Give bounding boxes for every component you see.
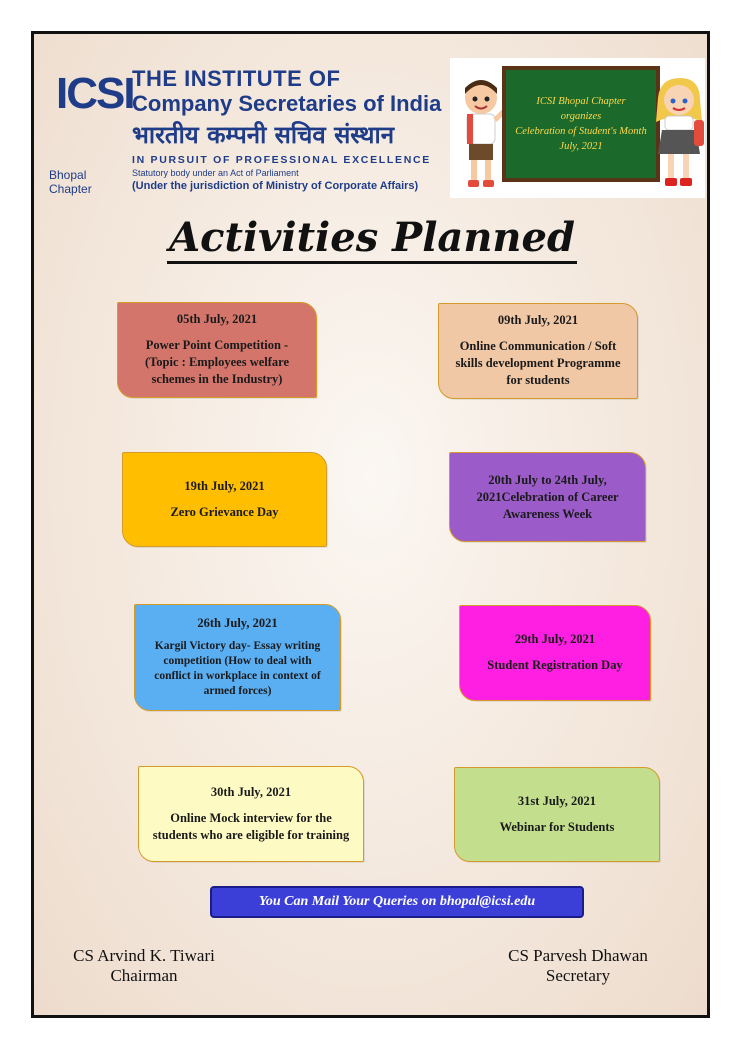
banner-line2: organizes	[560, 111, 602, 122]
institute-name-line2: Company Secretaries of India	[132, 91, 442, 116]
activity-description: 20th July to 24th July, 2021Celebration of Career Awareness Week	[476, 472, 619, 521]
activity-date: 09th July, 2021	[497, 313, 579, 327]
page-title	[0, 214, 744, 261]
activity-card	[449, 452, 646, 542]
activity-card	[454, 767, 660, 862]
signatory-chairman	[64, 946, 224, 986]
activity-description: Power Point Competition - (Topic : Employees welfare schemes in the Industry)	[144, 338, 290, 386]
banner-line4: July, 2021	[559, 141, 603, 152]
statutory-text: Statutory body under an Act of Parliament	[132, 168, 299, 178]
girl-illustration-icon	[650, 76, 705, 194]
activity-date: 26th July, 2021	[197, 616, 278, 630]
students-month-banner	[450, 58, 705, 198]
activity-description: Zero Grievance Day	[170, 504, 279, 519]
chapter-label	[49, 168, 92, 196]
activity-date: 19th July, 2021	[184, 478, 265, 493]
chapter-line2: Chapter	[49, 182, 92, 196]
signatory-role: Secretary	[545, 966, 611, 985]
signatory-name: CS Arvind K. Tiwari	[73, 946, 215, 965]
logo-text: ICSI	[56, 69, 134, 118]
signatory-secretary	[496, 946, 660, 986]
activity-description: Student Registration Day	[487, 658, 623, 672]
activity-card	[134, 604, 341, 711]
banner-line3: Celebration of Student's Month	[515, 126, 647, 137]
jurisdiction-text: (Under the jurisdiction of Ministry of Corporate Affairs)	[132, 180, 419, 192]
banner-line1: ICSI Bhopal Chapter	[536, 96, 626, 107]
mail-queries-banner[interactable]	[210, 886, 584, 918]
activity-card	[117, 302, 317, 398]
signatory-name: CS Parvesh Dhawan	[508, 946, 648, 965]
activity-description: Webinar for Students	[499, 819, 615, 834]
boy-illustration-icon	[456, 76, 506, 194]
activity-date: 31st July, 2021	[517, 793, 597, 808]
activity-description: Kargil Victory day- Essay writing competition (How to deal with conflict in workplace in context of armed forces)	[154, 640, 321, 697]
activity-card	[122, 452, 327, 547]
institute-name-line1: THE INSTITUTE OF	[132, 66, 341, 91]
header	[42, 58, 705, 202]
institute-name-hindi: भारतीय कम्पनी सचिव संस्थान	[132, 121, 395, 149]
activity-card	[438, 303, 638, 399]
activity-card	[459, 605, 651, 701]
tagline: IN PURSUIT OF PROFESSIONAL EXCELLENCE	[132, 154, 431, 166]
activity-description: Online Mock interview for the students who are eligible for training	[152, 810, 350, 842]
chapter-line1: Bhopal	[49, 168, 87, 182]
activity-date: 29th July, 2021	[514, 632, 596, 646]
icsi-logo-icon	[54, 64, 134, 118]
chalkboard	[502, 66, 660, 182]
activity-date: 30th July, 2021	[210, 784, 292, 799]
page-title-text: Activities Planned	[167, 214, 577, 264]
activity-date: 05th July, 2021	[176, 312, 258, 326]
mail-queries-text: You Can Mail Your Queries on bhopal@icsi.edu	[258, 894, 536, 909]
activity-description: Online Communication / Soft skills development Programme for students	[455, 339, 621, 387]
signatory-role: Chairman	[110, 966, 178, 985]
activity-card	[138, 766, 364, 862]
